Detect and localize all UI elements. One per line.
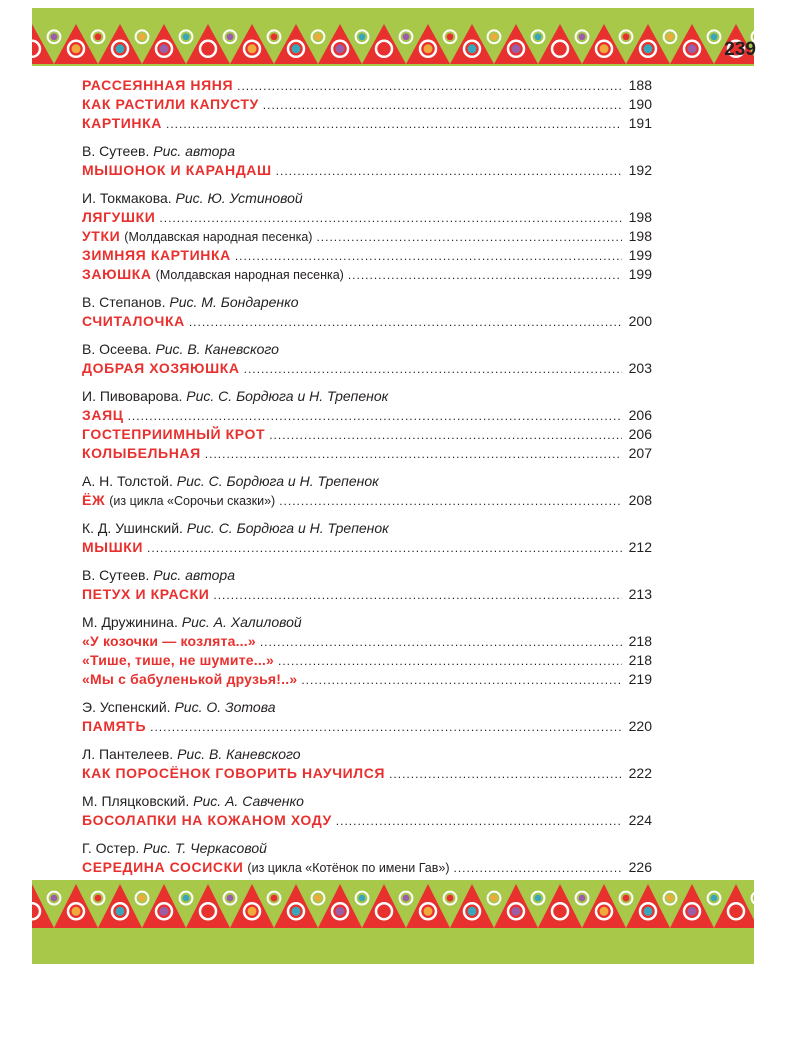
entry-page-number: 190: [628, 96, 652, 112]
toc-entry[interactable]: [82, 359, 652, 378]
dot-leader: [260, 633, 622, 652]
entry-title: ПАМЯТЬ: [82, 718, 147, 734]
ornament-dot: [336, 44, 345, 53]
dot-leader: [244, 360, 622, 379]
toc-entry[interactable]: [82, 312, 652, 331]
ornament-dot: [380, 907, 389, 916]
entry-page-number: 222: [628, 765, 652, 781]
dot-leader: [453, 859, 622, 878]
toc-group: [82, 387, 652, 463]
author-name: М. Пляцковский.: [82, 793, 190, 809]
entry-title: ЗАЮШКА: [82, 266, 152, 282]
entry-page-number: 218: [628, 633, 652, 649]
ornament-dot: [667, 33, 674, 40]
author-line: [82, 340, 652, 359]
entry-title: КАРТИНКА: [82, 115, 162, 131]
author-line: [82, 698, 652, 717]
dot-leader: [213, 586, 622, 605]
ornament-dot: [160, 44, 169, 53]
ornament-dot: [644, 44, 653, 53]
toc-entry[interactable]: [82, 95, 652, 114]
toc-group: [82, 519, 652, 557]
ornament-dot: [227, 33, 234, 40]
ornament-dot: [732, 907, 741, 916]
ornament-dot: [579, 895, 586, 902]
illustrator-credit: Рис. С. Бордюга и Н. Трепенок: [186, 520, 389, 536]
toc-entry[interactable]: [82, 538, 652, 557]
toc-group: [82, 76, 652, 133]
ornament-dot: [292, 907, 301, 916]
dot-leader: [189, 313, 622, 332]
illustrator-credit: Рис. М. Бондаренко: [169, 294, 299, 310]
page-number: 239: [724, 39, 756, 60]
illustrator-credit: Рис. Ю. Устиновой: [175, 190, 303, 206]
ornament-dot: [447, 33, 454, 40]
ornament-dot: [248, 44, 257, 53]
ornament-dot: [95, 895, 102, 902]
entry-page-number: 206: [628, 426, 652, 442]
dot-leader: [237, 77, 622, 96]
ornament-dot: [271, 895, 278, 902]
ornament-dot: [579, 33, 586, 40]
entry-page-number: 208: [628, 492, 652, 508]
author-name: М. Дружинина.: [82, 614, 178, 630]
toc-entry[interactable]: [82, 161, 652, 180]
ornament-dot: [468, 907, 477, 916]
toc-entry[interactable]: [82, 406, 652, 425]
author-line: [82, 519, 652, 538]
toc-entry[interactable]: [82, 265, 652, 284]
ornament-dot: [711, 33, 718, 40]
dot-leader: [205, 445, 622, 464]
ornament-dot: [512, 44, 521, 53]
ornament-dot: [424, 44, 433, 53]
ornament-dot: [72, 907, 81, 916]
toc-group: [82, 566, 652, 604]
dot-leader: [263, 96, 622, 115]
table-of-contents: [82, 76, 652, 933]
illustrator-credit: Рис. В. Каневского: [155, 341, 279, 357]
toc-entry[interactable]: [82, 208, 652, 227]
entry-page-number: 199: [628, 247, 652, 263]
ornament-dot: [535, 895, 542, 902]
ornament-dot: [359, 895, 366, 902]
ornament-dot: [248, 907, 257, 916]
author-line: [82, 566, 652, 585]
author-line: [82, 387, 652, 406]
author-name: В. Степанов.: [82, 294, 166, 310]
ornament-dot: [51, 895, 58, 902]
author-name: И. Токмакова.: [82, 190, 172, 206]
ornament-dot: [556, 907, 565, 916]
dot-leader: [336, 812, 622, 831]
toc-entry[interactable]: [82, 858, 652, 877]
entry-title: ГОСТЕПРИИМНЫЙ КРОТ: [82, 426, 266, 442]
illustrator-credit: Рис. В. Каневского: [177, 746, 301, 762]
entry-page-number: 206: [628, 407, 652, 423]
author-line: [82, 293, 652, 312]
dot-leader: [348, 266, 622, 285]
ornament-pattern-top: [32, 8, 754, 66]
ornament-dot: [623, 895, 630, 902]
entry-title: БОСОЛАПКИ НА КОЖАНОМ ХОДУ: [82, 812, 332, 828]
author-name: В. Сутеев.: [82, 143, 150, 159]
dot-leader: [159, 209, 622, 228]
entry-title: «У козочки — козлята...»: [82, 633, 256, 649]
dot-leader: [269, 426, 622, 445]
toc-entry[interactable]: [82, 651, 652, 670]
ornament-dot: [336, 907, 345, 916]
illustrator-credit: Рис. автора: [153, 567, 235, 583]
entry-title: КАК ПОРОСЁНОК ГОВОРИТЬ НАУЧИЛСЯ: [82, 765, 386, 781]
entry-page-number: 213: [628, 586, 652, 602]
dot-leader: [128, 407, 622, 426]
entry-title: КОЛЫБЕЛЬНАЯ: [82, 445, 201, 461]
ornament-dot: [139, 33, 146, 40]
dot-leader: [276, 162, 622, 181]
entry-title: «Тише, тише, не шумите...»: [82, 652, 275, 668]
entry-page-number: 226: [628, 859, 652, 875]
ornament-dot: [491, 33, 498, 40]
illustrator-credit: Рис. С. Бордюга и Н. Трепенок: [186, 388, 389, 404]
dot-leader: [278, 652, 622, 671]
toc-group: [82, 839, 652, 877]
entry-title: ЗИМНЯЯ КАРТИНКА: [82, 247, 231, 263]
ornament-dot: [315, 895, 322, 902]
ornament-dot: [644, 907, 653, 916]
illustrator-credit: Рис. О. Зотова: [174, 699, 276, 715]
entry-title: ЁЖ: [82, 492, 106, 508]
toc-group: [82, 745, 652, 783]
toc-entry[interactable]: [82, 632, 652, 651]
ornament-dot: [116, 907, 125, 916]
dot-leader: [147, 539, 622, 558]
ornament-dot: [204, 907, 213, 916]
author-name: И. Пивоварова.: [82, 388, 183, 404]
ornament-dot: [667, 895, 674, 902]
dot-leader: [316, 228, 622, 247]
ornament-dot: [556, 44, 565, 53]
toc-entry[interactable]: [82, 764, 652, 783]
ornament-dot: [403, 33, 410, 40]
toc-entry[interactable]: [82, 76, 652, 95]
ornament-dot: [183, 33, 190, 40]
entry-title: УТКИ: [82, 228, 121, 244]
dot-leader: [389, 765, 622, 784]
entry-note: (из цикла «Сорочьи сказки»): [109, 494, 276, 508]
ornament-dot: [424, 907, 433, 916]
ornament-dot: [292, 44, 301, 53]
author-name: В. Сутеев.: [82, 567, 150, 583]
ornament-dot: [72, 44, 81, 53]
dot-leader: [235, 247, 622, 266]
ornament-dot: [512, 907, 521, 916]
entry-title: «Мы с бабуленькой друзья!..»: [82, 671, 298, 687]
toc-group: [82, 142, 652, 180]
author-line: [82, 745, 652, 764]
entry-title: ПЕТУХ И КРАСКИ: [82, 586, 210, 602]
illustrator-credit: Рис. А. Халиловой: [181, 614, 302, 630]
entry-title: ЗАЯЦ: [82, 407, 124, 423]
toc-entry[interactable]: [82, 114, 652, 133]
toc-entry[interactable]: [82, 491, 652, 510]
toc-entry[interactable]: [82, 670, 652, 689]
illustrator-credit: Рис. А. Савченко: [193, 793, 304, 809]
entry-title: ЛЯГУШКИ: [82, 209, 156, 225]
entry-title: РАССЕЯННАЯ НЯНЯ: [82, 77, 234, 93]
toc-group: [82, 472, 652, 510]
entry-page-number: 207: [628, 445, 652, 461]
author-name: К. Д. Ушинский.: [82, 520, 183, 536]
toc-group: [82, 293, 652, 331]
entry-page-number: 220: [628, 718, 652, 734]
toc-entry[interactable]: [82, 717, 652, 736]
ornament-dot: [116, 44, 125, 53]
ornament-dot: [468, 44, 477, 53]
author-line: [82, 792, 652, 811]
dot-leader: [150, 718, 622, 737]
entry-page-number: 198: [628, 228, 652, 244]
entry-title: ДОБРАЯ ХОЗЯЮШКА: [82, 360, 240, 376]
toc-group: [82, 698, 652, 736]
toc-entry[interactable]: [82, 425, 652, 444]
ornament-dot: [447, 895, 454, 902]
entry-title: СЕРЕДИНА СОСИСКИ: [82, 859, 244, 875]
entry-page-number: 192: [628, 162, 652, 178]
toc-group: [82, 613, 652, 689]
toc-group: [82, 189, 652, 284]
ornament-dot: [359, 33, 366, 40]
ornament-dot: [183, 895, 190, 902]
ornament-dot: [688, 44, 697, 53]
toc-group: [82, 340, 652, 378]
ornament-dot: [535, 33, 542, 40]
toc-entry[interactable]: [82, 444, 652, 463]
dot-leader: [279, 492, 622, 511]
ornament-dot: [380, 44, 389, 53]
entry-page-number: 198: [628, 209, 652, 225]
ornament-pattern-bottom: [32, 880, 754, 964]
ornament-dot: [711, 895, 718, 902]
author-name: Г. Остер.: [82, 840, 140, 856]
illustrator-credit: Рис. Т. Черкасовой: [143, 840, 267, 856]
ornament-dot: [227, 895, 234, 902]
toc-group: [82, 792, 652, 830]
toc-entry[interactable]: [82, 811, 652, 830]
author-line: [82, 613, 652, 632]
ornament-dot: [51, 33, 58, 40]
entry-note: (Молдавская народная песенка): [124, 230, 313, 244]
author-line: [82, 472, 652, 491]
ornament-dot: [600, 907, 609, 916]
ornament-dot: [271, 33, 278, 40]
ornament-dot: [95, 33, 102, 40]
entry-page-number: 212: [628, 539, 652, 555]
author-name: Э. Успенский.: [82, 699, 171, 715]
ornament-dot: [688, 907, 697, 916]
bottom-decorative-border: [32, 880, 754, 964]
author-name: В. Осеева.: [82, 341, 152, 357]
entry-page-number: 200: [628, 313, 652, 329]
illustrator-credit: Рис. С. Бордюга и Н. Трепенок: [176, 473, 379, 489]
ornament-dot: [139, 895, 146, 902]
ornament-dot: [204, 44, 213, 53]
entry-page-number: 224: [628, 812, 652, 828]
illustrator-credit: Рис. автора: [153, 143, 235, 159]
ornament-dot: [623, 33, 630, 40]
entry-title: МЫШКИ: [82, 539, 144, 555]
dot-leader: [301, 671, 622, 690]
top-decorative-border: [32, 8, 754, 66]
toc-entry[interactable]: [82, 227, 652, 246]
entry-note: (Молдавская народная песенка): [155, 268, 344, 282]
toc-entry[interactable]: [82, 246, 652, 265]
author-line: [82, 142, 652, 161]
entry-title: КАК РАСТИЛИ КАПУСТУ: [82, 96, 259, 112]
entry-page-number: 188: [628, 77, 652, 93]
entry-page-number: 219: [628, 671, 652, 687]
dot-leader: [166, 115, 622, 134]
entry-title: СЧИТАЛОЧКА: [82, 313, 185, 329]
toc-entry[interactable]: [82, 585, 652, 604]
entry-page-number: 218: [628, 652, 652, 668]
author-name: Л. Пантелеев.: [82, 746, 174, 762]
entry-page-number: 191: [628, 115, 652, 131]
entry-title: МЫШОНОК И КАРАНДАШ: [82, 162, 272, 178]
author-line: [82, 189, 652, 208]
ornament-dot: [403, 895, 410, 902]
ornament-dot: [315, 33, 322, 40]
ornament-dot: [491, 895, 498, 902]
entry-page-number: 203: [628, 360, 652, 376]
ornament-dot: [600, 44, 609, 53]
entry-note: (из цикла «Котёнок по имени Гав»): [247, 861, 450, 875]
author-line: [82, 839, 652, 858]
ornament-dot: [160, 907, 169, 916]
author-name: А. Н. Толстой.: [82, 473, 173, 489]
entry-page-number: 199: [628, 266, 652, 282]
